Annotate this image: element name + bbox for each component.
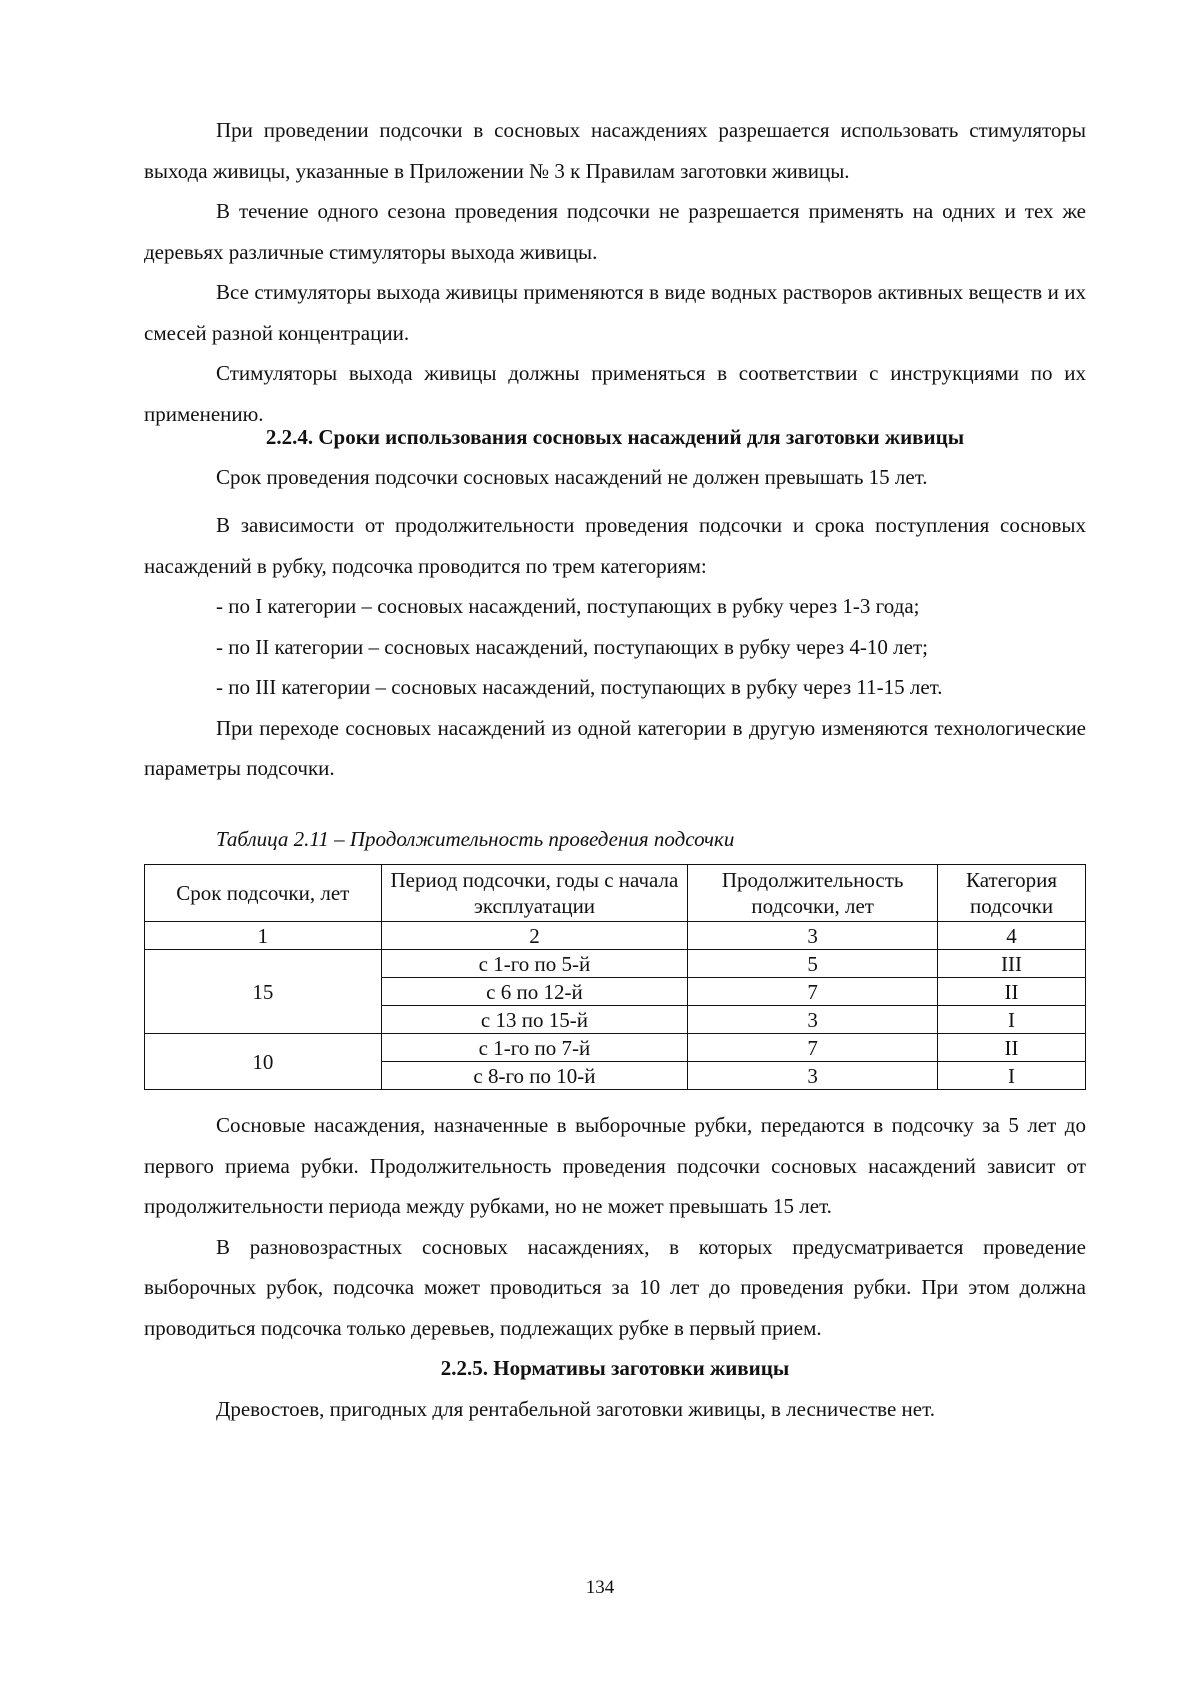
term-cell: 15 bbox=[145, 950, 382, 1034]
term-cell: 10 bbox=[145, 1034, 382, 1090]
category-cell: I bbox=[938, 1062, 1086, 1090]
period-cell: с 8-го по 10-й bbox=[381, 1062, 688, 1090]
table-header-row bbox=[145, 865, 1086, 922]
section-2-2-4 bbox=[144, 425, 1086, 789]
period-cell: с 1-го по 7-й bbox=[381, 1034, 688, 1062]
intro-paragraphs bbox=[144, 110, 1086, 434]
paragraph: При проведении подсочки в сосновых насаждениях разрешается использовать стимуляторы выхода живицы, указанные в Приложении № 3 к Правилам заготовки живицы. bbox=[144, 118, 1086, 183]
paragraph: Стимуляторы выхода живицы должны применяться в соответствии с инструкциями по их применению. bbox=[144, 361, 1086, 426]
period-cell: с 1-го по 5-й bbox=[381, 950, 688, 978]
section-heading: 2.2.4. Сроки использования сосновых насаждений для заготовки живицы bbox=[265, 425, 965, 449]
paragraph: Сосновые насаждения, назначенные в выборочные рубки, передаются в подсочку за 5 лет до первого приема рубки. Продолжительность проведения подсочки сосновых насаждений зависит от продолжительности периода между рубками, но не может превышать 15 лет. bbox=[144, 1113, 1086, 1218]
paragraph: Срок проведения подсочки сосновых насаждений не должен превышать 15 лет. bbox=[216, 465, 928, 489]
numbering-row bbox=[145, 922, 1086, 950]
page-number: 134 bbox=[585, 1577, 615, 1598]
category-cell: II bbox=[938, 978, 1086, 1006]
category-cell: III bbox=[938, 950, 1086, 978]
post-table-paragraphs bbox=[144, 1105, 1086, 1429]
column-header: Период подсочки, годы с начала эксплуатации bbox=[381, 865, 688, 922]
section-heading: 2.2.5. Нормативы заготовки живицы bbox=[440, 1356, 790, 1380]
table-caption: Таблица 2.11 – Продолжительность проведения подсочки bbox=[216, 827, 735, 851]
list-item: - по II категории – сосновых насаждений, поступающих в рубку через 4-10 лет; bbox=[216, 634, 928, 659]
paragraph: Все стимуляторы выхода живицы применяются в виде водных растворов активных веществ и их смесей разной концентрации. bbox=[144, 280, 1086, 345]
table-row bbox=[145, 950, 1086, 978]
column-number: 3 bbox=[688, 922, 938, 950]
duration-cell: 7 bbox=[688, 1034, 938, 1062]
period-cell: с 6 по 12-й bbox=[381, 978, 688, 1006]
column-header: Категория подсочки bbox=[938, 865, 1086, 922]
column-number: 2 bbox=[381, 922, 688, 950]
list-item: - по I категории – сосновых насаждений, поступающих в рубку через 1-3 года; bbox=[216, 594, 920, 618]
paragraph: В течение одного сезона проведения подсочки не разрешается применять на одних и тех же деревьях различные стимуляторы выхода живицы. bbox=[144, 199, 1086, 264]
paragraph: В зависимости от продолжительности проведения подсочки и срока поступления сосновых насаждений в рубку, подсочка проводится по трем категориям: bbox=[144, 513, 1086, 578]
list-item: - по III категории – сосновых насаждений, поступающих в рубку через 11-15 лет. bbox=[216, 675, 943, 699]
column-number: 4 bbox=[938, 922, 1086, 950]
column-number: 1 bbox=[145, 922, 382, 950]
table-row bbox=[145, 1034, 1086, 1062]
duration-cell: 5 bbox=[688, 950, 938, 978]
duration-cell: 3 bbox=[688, 1006, 938, 1034]
category-cell: II bbox=[938, 1034, 1086, 1062]
duration-table bbox=[144, 864, 1086, 1090]
paragraph: Древостоев, пригодных для рентабельной заготовки живицы, в лесничестве нет. bbox=[216, 1396, 935, 1421]
paragraph: В разновозрастных сосновых насаждениях, в которых предусматривается проведение выборочных рубок, подсочка может проводиться за 10 лет до проведения рубки. При этом должна проводиться подсочка только деревьев, подлежащих рубке в первый прием. bbox=[144, 1234, 1086, 1340]
paragraph: При переходе сосновых насаждений из одной категории в другую изменяются технологические параметры подсочки. bbox=[144, 715, 1086, 780]
category-cell: I bbox=[938, 1006, 1086, 1034]
column-header: Срок подсочки, лет bbox=[145, 865, 382, 922]
period-cell: с 13 по 15-й bbox=[381, 1006, 688, 1034]
duration-cell: 3 bbox=[688, 1062, 938, 1090]
duration-cell: 7 bbox=[688, 978, 938, 1006]
column-header: Продолжительность подсочки, лет bbox=[688, 865, 938, 922]
